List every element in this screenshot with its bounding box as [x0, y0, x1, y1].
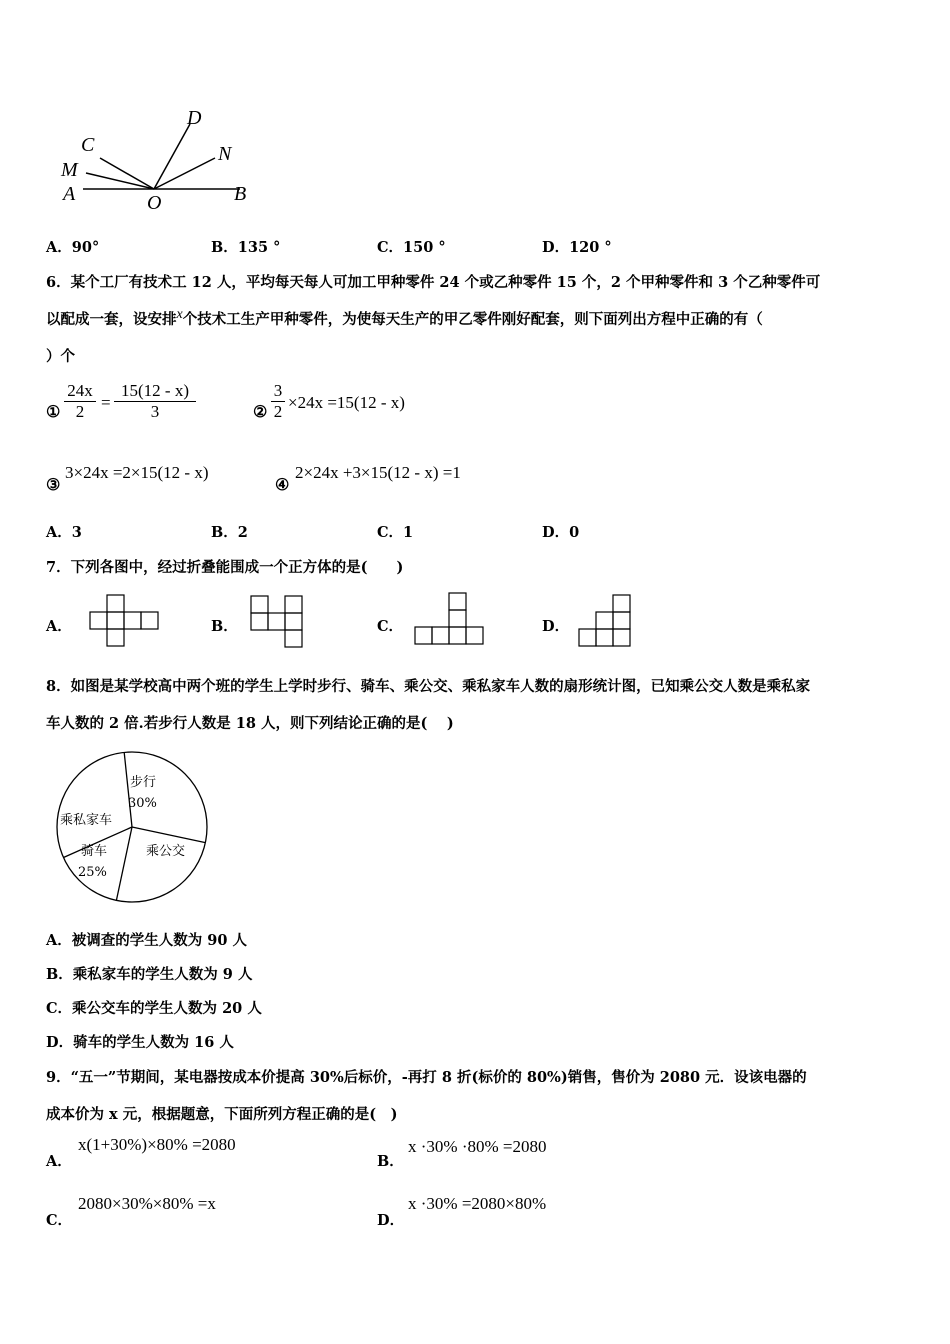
q9-option-c-expr[interactable]: 2080×30%×80% =x — [78, 1194, 216, 1213]
label-c: C — [81, 134, 95, 156]
option-text: 1 — [403, 524, 414, 541]
q6-eq2-num: 3 — [273, 381, 283, 400]
q8-option-a[interactable]: A．被调查的学生人数为 90 人 — [46, 932, 248, 949]
q6-eq1-mark: ① — [46, 402, 61, 421]
q6-stem-line3: ）个 — [46, 348, 75, 365]
q6-var-x: x — [176, 307, 183, 322]
q6-stem-text-b: 个技术工生产甲种零件，为使每天生产的甲乙零件刚好配套，则下面列出方程中正确的有（ — [182, 311, 763, 328]
q6-eq4-mark: ④ — [275, 475, 290, 494]
slice-value-walk: 30% — [128, 796, 157, 811]
q8-option-c[interactable]: C．乘公交车的学生人数为 20 人 — [46, 1000, 262, 1017]
q6-eq3-mark: ③ — [46, 475, 61, 494]
ray-oc — [100, 158, 154, 189]
q7-stem: 7．下列各图中，经过折叠能围成一个正方体的是( ) — [46, 559, 404, 576]
label-n: N — [218, 143, 232, 165]
q8-stem-line2: 车人数的 2 倍.若步行人数是 18 人，则下列结论正确的是( ) — [46, 715, 454, 732]
option-text: 2 — [237, 524, 248, 541]
label-b: B — [234, 183, 247, 205]
option-text: 150 ° — [403, 239, 446, 256]
option-text: 0 — [569, 524, 580, 541]
slice-label-walk: 步行 — [130, 775, 157, 790]
q6-eq2-den: 2 — [273, 402, 283, 421]
q8-stem-line1: 8．如图是某学校高中两个班的学生上学时步行、骑车、乘公交、乘私家车人数的扇形统计图，已知乘公交人数是乘私家 — [46, 678, 811, 695]
option-letter: D． — [542, 239, 570, 256]
q6-eq4-expression: 2×24x +3×15(12 - x) =1 — [295, 463, 461, 482]
q7-option-a-label[interactable]: A． — [46, 618, 72, 635]
q6-eq2-fraction — [271, 381, 285, 422]
q9-option-a-expr[interactable]: x(1+30%)×80% =2080 — [78, 1135, 236, 1154]
option-letter: B． — [211, 524, 238, 541]
slice-label-car: 乘私家车 — [60, 813, 113, 828]
q7-net-c[interactable] — [413, 592, 487, 648]
q6-eq1-right-den: 3 — [150, 402, 160, 421]
q8-option-d[interactable]: D．骑车的学生人数为 16 人 — [46, 1034, 234, 1051]
q7-net-a[interactable] — [88, 594, 162, 650]
option-letter: B． — [211, 239, 238, 256]
q6-stem-line2 — [46, 308, 763, 329]
slice-value-bike: 25% — [78, 865, 107, 880]
q7-option-b-label[interactable]: B． — [211, 618, 238, 635]
q6-eq1-right-num: 15(12 - x) — [121, 381, 189, 400]
q9-stem-line1: 9．“五一”节期间，某电器按成本价提高 30%后标价，-再打 8 折(标价的 80%)销售，售价为 2080 元．设该电器的 — [46, 1069, 807, 1086]
q6-option-b[interactable] — [211, 521, 248, 542]
q7-net-b[interactable] — [249, 594, 309, 650]
slice-label-bus: 乘公交 — [146, 844, 186, 859]
q7-option-c-label[interactable]: C． — [377, 618, 404, 635]
q6-eq2-expression: ×24x =15(12 - x) — [288, 393, 405, 412]
q9-option-c-letter[interactable]: C． — [46, 1212, 73, 1229]
pie-chart — [50, 748, 216, 908]
q8-option-b[interactable]: B．乘私家车的学生人数为 9 人 — [46, 966, 253, 983]
q6-stem-text-a: 以配成一套，设安排 — [46, 311, 177, 328]
q6-option-a[interactable] — [46, 521, 82, 542]
option-letter: A． — [46, 239, 72, 256]
q9-option-a-letter[interactable]: A． — [46, 1153, 72, 1170]
q6-eq1-right-fraction — [114, 381, 196, 422]
q6-eq1-left-den: 2 — [75, 402, 85, 421]
label-a: A — [63, 183, 76, 205]
q6-eq2-mark: ② — [253, 402, 268, 421]
label-m: M — [61, 159, 78, 181]
q6-eq1-equals: = — [101, 393, 111, 412]
option-letter: A． — [46, 524, 72, 541]
q9-stem-line2: 成本价为 x 元，根据题意，下面所列方程正确的是( ) — [46, 1106, 398, 1123]
q7-net-d[interactable] — [577, 594, 637, 650]
option-text: 135 ° — [237, 239, 281, 256]
option-text: 120 ° — [569, 239, 612, 256]
q6-option-d[interactable] — [542, 521, 579, 542]
q5-option-a[interactable] — [46, 236, 99, 257]
label-o: O — [147, 192, 162, 214]
q6-eq1-left-num: 24x — [67, 381, 93, 400]
option-letter: C． — [377, 524, 404, 541]
q5-option-c[interactable] — [377, 236, 446, 257]
q7-option-d-label[interactable]: D． — [542, 618, 570, 635]
label-d: D — [187, 107, 202, 129]
q9-option-b-letter[interactable]: B． — [377, 1153, 404, 1170]
q6-eq1-left-fraction — [64, 381, 96, 422]
angle-figure — [50, 100, 270, 220]
option-text: 90° — [71, 239, 100, 256]
q9-option-b-expr[interactable]: x ·30% ·80% =2080 — [408, 1137, 547, 1156]
q6-stem-line1: 6．某个工厂有技术工 12 人，平均每天每人可加工甲种零件 24 个或乙种零件 15 个，2 个甲种零件和 3 个乙种零件可 — [46, 274, 821, 291]
q5-option-d[interactable] — [542, 236, 612, 257]
q9-option-d-letter[interactable]: D． — [377, 1212, 405, 1229]
slice-label-bike: 骑车 — [81, 844, 108, 859]
q9-option-d-expr[interactable]: x ·30% =2080×80% — [408, 1194, 547, 1213]
option-letter: D． — [542, 524, 570, 541]
option-letter: C． — [377, 239, 404, 256]
q6-option-c[interactable] — [377, 521, 413, 542]
radius-car-start — [116, 827, 132, 900]
q5-option-b[interactable] — [211, 236, 280, 257]
option-text: 3 — [71, 524, 82, 541]
q6-eq3-expression: 3×24x =2×15(12 - x) — [65, 463, 209, 482]
ray-om — [86, 173, 154, 189]
radius-bike-start — [132, 827, 205, 843]
